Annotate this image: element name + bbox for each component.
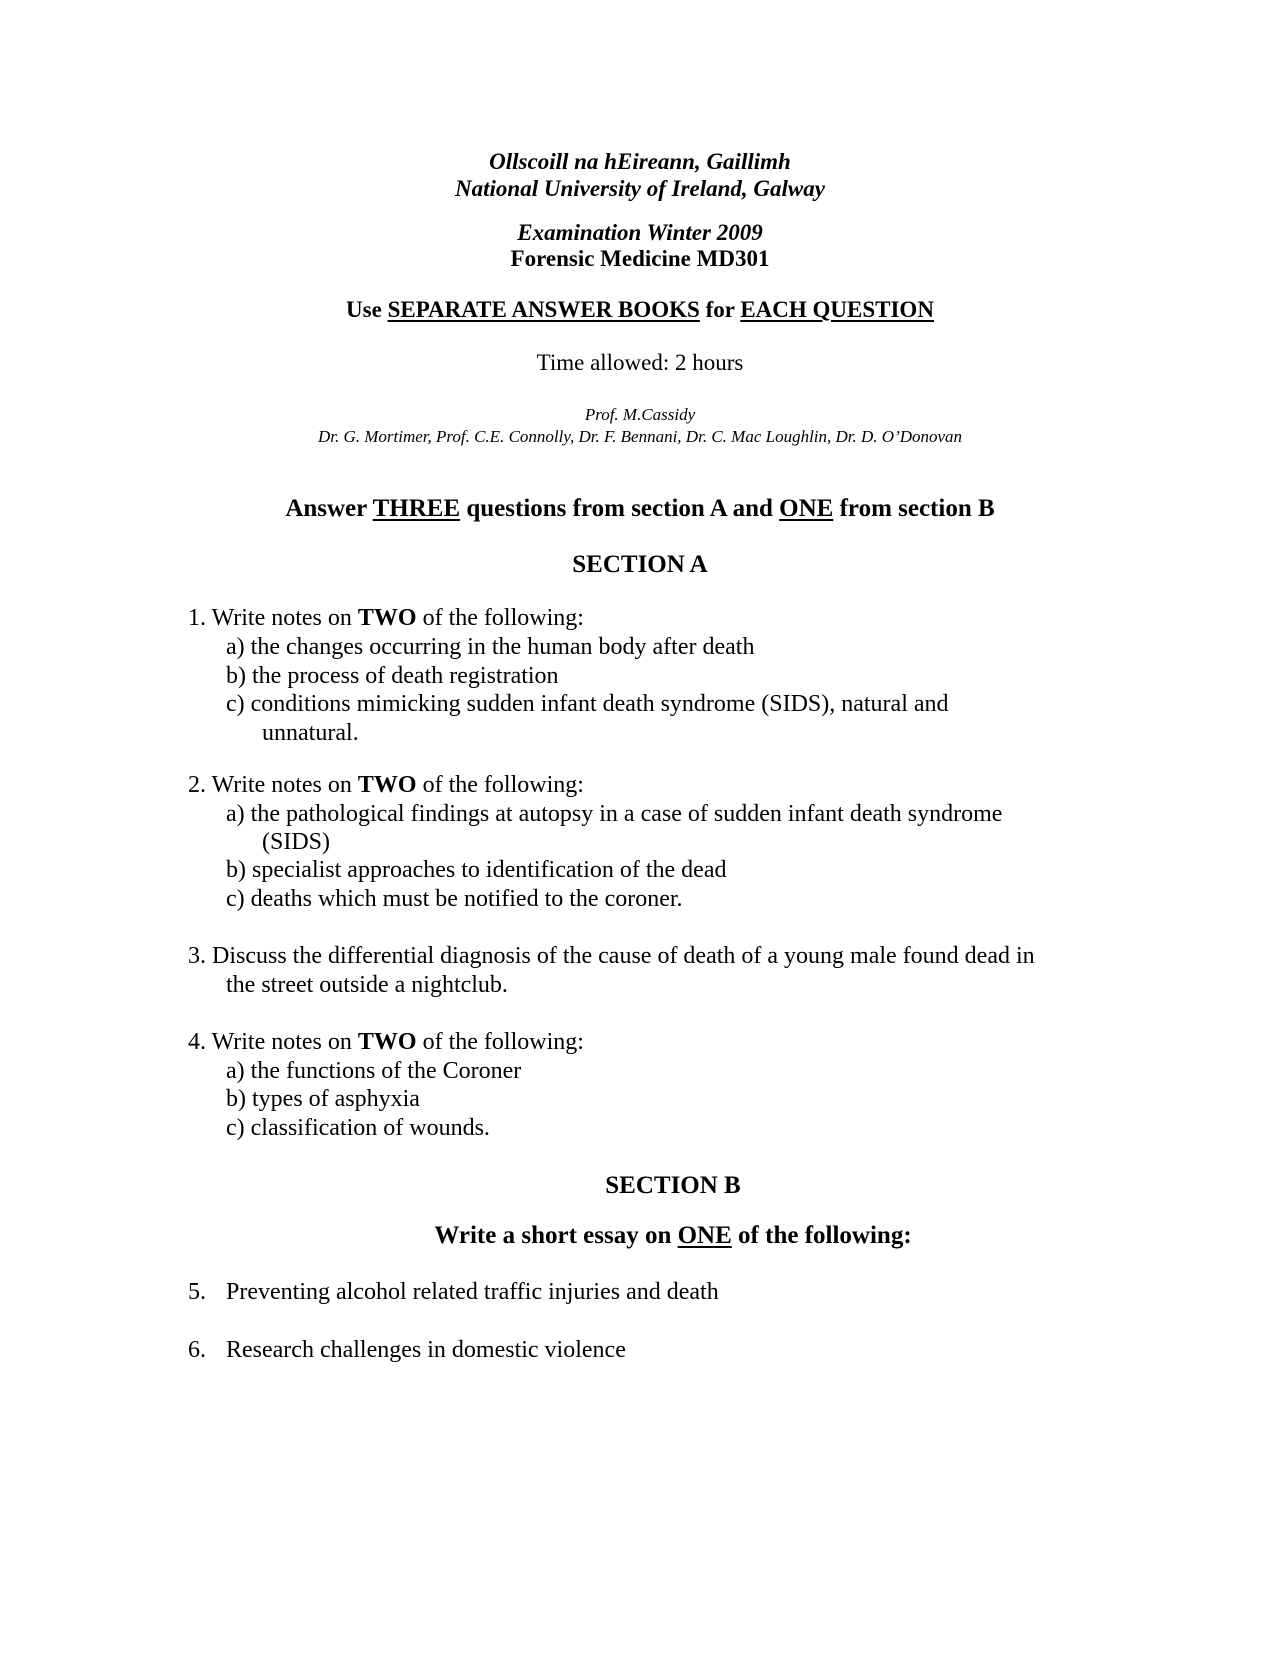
question-6-number: 6. <box>188 1337 206 1363</box>
question-4-option-b: b) types of asphyxia <box>226 1086 420 1112</box>
instruction-emphasis: EACH QUESTION <box>740 297 934 322</box>
question-1-option-a: a) the changes occurring in the human body after death <box>226 634 755 660</box>
section-b-instruction <box>33 1222 1280 1250</box>
exam-session: Examination Winter 2009 <box>517 220 763 245</box>
question-5-text: Preventing alcohol related traffic injuries and death <box>226 1279 719 1305</box>
question-2-option-a-continued: (SIDS) <box>262 829 331 855</box>
answer-instruction-text: questions from section A and <box>460 495 780 522</box>
question-emphasis: TWO <box>357 1029 417 1055</box>
question-text: 2. Write notes on <box>188 772 358 798</box>
question-2-option-c: c) deaths which must be notified to the coroner. <box>226 886 683 912</box>
answer-instruction-text: from section B <box>833 495 995 522</box>
instruction-text: for <box>699 297 741 322</box>
section-a-title: SECTION A <box>572 551 708 578</box>
question-4-option-c: c) classification of wounds. <box>226 1115 490 1141</box>
question-4 <box>188 1029 584 1056</box>
university-english-name: National University of Ireland, Galway <box>455 176 825 201</box>
question-3: 3. Discuss the differential diagnosis of the cause of death of a young male found dead in <box>188 943 1035 969</box>
answer-instruction <box>0 495 1280 523</box>
instruction-emphasis: SEPARATE ANSWER BOOKS <box>387 297 700 322</box>
question-2-option-a: a) the pathological findings at autopsy in a case of sudden infant death syndrome <box>226 801 1003 827</box>
question-emphasis: TWO <box>357 605 417 631</box>
question-1-option-c: c) conditions mimicking sudden infant death syndrome (SIDS), natural and <box>226 691 949 717</box>
course-title: Forensic Medicine MD301 <box>510 246 770 271</box>
internal-examiner: Prof. M.Cassidy <box>584 405 696 424</box>
question-emphasis: TWO <box>357 772 417 798</box>
instruction-text: Use <box>346 297 388 322</box>
question-text: of the following: <box>416 1029 584 1055</box>
question-2 <box>188 772 584 799</box>
question-4-option-a: a) the functions of the Coroner <box>226 1058 522 1084</box>
examiners-list: Dr. G. Mortimer, Prof. C.E. Connolly, Dr. F. Bennani, Dr. C. Mac Loughlin, Dr. D. O’Donovan <box>317 427 963 446</box>
question-3-continued: the street outside a nightclub. <box>226 972 508 998</box>
answer-instruction-text: Answer <box>285 495 373 522</box>
question-text: of the following: <box>416 605 584 631</box>
question-2-option-b: b) specialist approaches to identification of the dead <box>226 857 727 883</box>
section-b-instruction-emphasis: ONE <box>677 1222 732 1249</box>
answer-instruction-emphasis: ONE <box>779 495 834 522</box>
section-b-instruction-text: of the following: <box>731 1222 912 1249</box>
question-1 <box>188 605 584 632</box>
question-1-option-c-continued: unnatural. <box>262 720 359 746</box>
section-b-title: SECTION B <box>605 1172 741 1199</box>
university-irish-name: Ollscoill na hEireann, Gaillimh <box>489 149 791 174</box>
question-text: 1. Write notes on <box>188 605 358 631</box>
question-text: 4. Write notes on <box>188 1029 358 1055</box>
question-6-text: Research challenges in domestic violence <box>226 1337 626 1363</box>
question-5-number: 5. <box>188 1279 206 1305</box>
answer-instruction-emphasis: THREE <box>372 495 461 522</box>
answer-book-instruction <box>0 297 1280 323</box>
time-allowed: Time allowed: 2 hours <box>536 350 744 375</box>
section-b-instruction-text: Write a short essay on <box>434 1222 678 1249</box>
question-1-option-b: b) the process of death registration <box>226 663 559 689</box>
question-text: of the following: <box>416 772 584 798</box>
